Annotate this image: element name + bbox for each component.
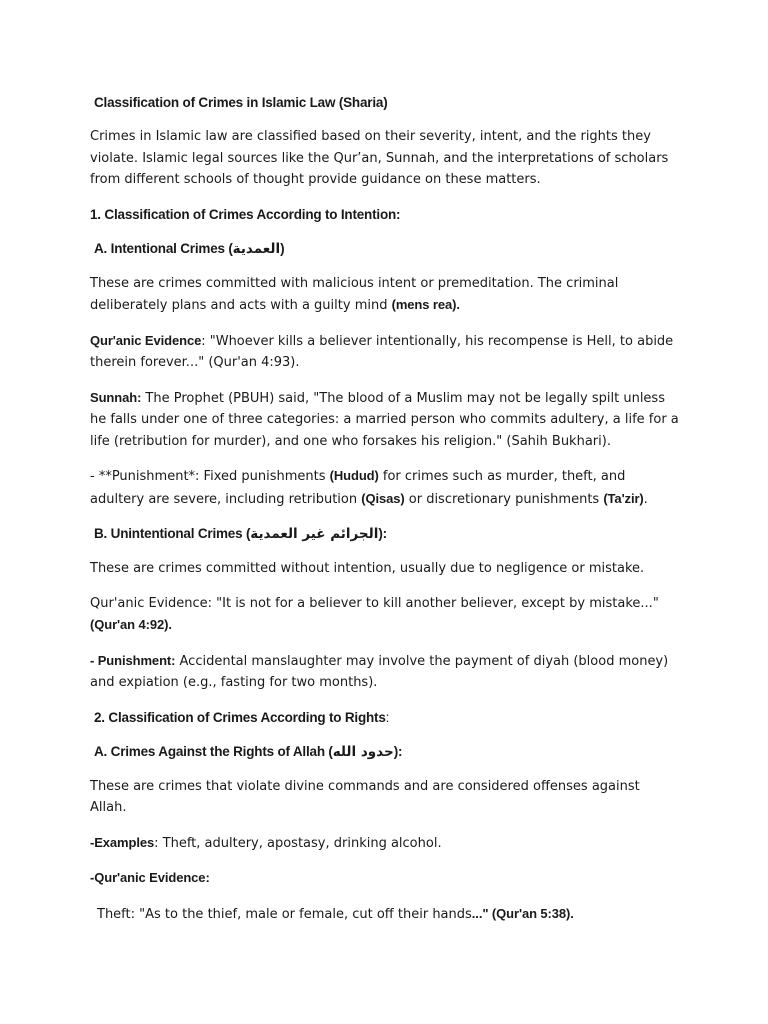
body-text: : Theft, adultery, apostasy, drinking alcohol.	[154, 835, 442, 851]
heading-text: :	[385, 709, 390, 725]
evidence-label: Sunnah:	[90, 389, 142, 405]
subsection-1a-heading	[90, 238, 680, 260]
body-text: These are crimes committed with malicious intent or premeditation. The criminal deliberately plans and acts with a guilty mind	[90, 275, 619, 313]
quranic-evidence-4-92	[90, 593, 680, 637]
bold-term: (Qisas)	[361, 490, 405, 506]
document-title: Classification of Crimes in Islamic Law (Sharia)	[94, 95, 388, 110]
bold-term: (mens rea).	[391, 297, 460, 312]
body-text: Qur'anic Evidence: "It is not for a believer to kill another believer, except by mistake..."	[90, 595, 659, 611]
body-text: The Prophet (PBUH) said, "The blood of a Muslim may not be legally spilt unless he falls under one of three categories: a married person who commits adultery, a life for a life (retribution for murder), and one who forsakes his religion." (Sahih Bukhari).	[90, 390, 679, 449]
intentional-crimes-description	[90, 273, 680, 317]
bold-term: (Qur'an 4:92).	[90, 617, 172, 632]
heading-text: )	[280, 240, 285, 256]
bold-term: (Ta'zir)	[603, 490, 644, 506]
arabic-term: العمدية	[232, 240, 281, 257]
bold-term: ..." (Qur'an 5:38).	[471, 905, 574, 921]
heading-text: A. Intentional Crimes (	[94, 240, 233, 256]
section-1-heading: 1. Classification of Crimes According to Intention:	[90, 206, 401, 222]
unintentional-punishment	[90, 650, 680, 694]
section-2-heading	[90, 707, 680, 728]
heading-text: ):	[378, 526, 387, 541]
body-text: - **Punishment*: Fixed punishments	[90, 469, 330, 484]
body-text: Theft: "As to the thief, male or female, cut off their hands	[97, 906, 472, 922]
body-text: : "Whoever kills a believer intentionally, his recompense is Hell, to abide therein forever..." (Qur'an 4:93).	[90, 333, 674, 370]
bold-term: -Qur'anic Evidence:	[90, 870, 210, 885]
heading-text: B. Unintentional Crimes (	[94, 526, 251, 541]
sunnah-evidence	[90, 387, 680, 453]
arabic-term: الجرائم غير العمدية	[250, 526, 379, 542]
heading-text: A. Crimes Against the Rights of Allah (	[94, 743, 333, 759]
quranic-evidence-label	[90, 867, 680, 890]
bold-term: - Punishment:	[90, 652, 176, 668]
body-text: .	[643, 491, 648, 507]
heading-text: ):	[393, 743, 403, 759]
bold-term: -Examples	[90, 834, 155, 850]
document-page	[90, 92, 680, 938]
body-text: Accidental manslaughter may involve the payment of diyah (blood money) and expiation (e.g., fasting for two months).	[90, 653, 669, 690]
bold-term: (Hudud)	[329, 468, 379, 483]
body-text: or discretionary punishments	[404, 491, 604, 507]
examples-line	[90, 832, 680, 855]
heading-text: 2. Classification of Crimes According to Rights	[94, 709, 386, 725]
rights-of-allah-description: These are crimes that violate divine commands and are considered offenses against Allah.	[90, 778, 640, 815]
intro-paragraph: Crimes in Islamic law are classified based on their severity, intent, and the rights they violate. Islamic legal sources like the Qur’an, Sunnah, and the interpretations of scholars from different schools of thought provide guidance on these matters.	[90, 129, 669, 187]
evidence-label: Qur'anic Evidence	[90, 332, 202, 348]
theft-evidence	[90, 903, 680, 926]
unintentional-crimes-description: These are crimes committed without intention, usually due to negligence or mistake.	[90, 561, 645, 576]
body-text: for crimes such as murder, theft, and adultery are severe, including retribution	[90, 469, 626, 507]
subsection-2a-heading	[90, 741, 680, 763]
intentional-punishment	[90, 465, 680, 510]
quranic-evidence-4-93	[90, 330, 680, 374]
subsection-1b-heading	[90, 523, 680, 545]
arabic-term: حدود الله	[332, 743, 394, 760]
